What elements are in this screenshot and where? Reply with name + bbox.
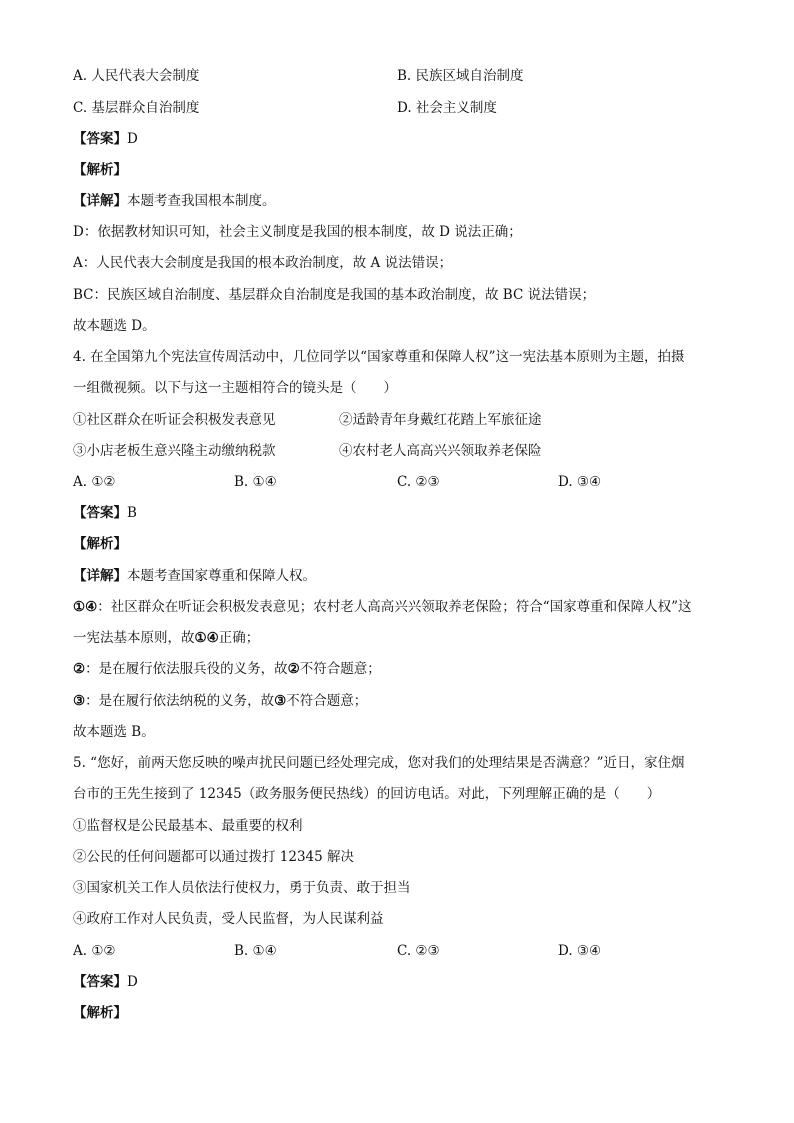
q5-option-b: B. ①④ bbox=[234, 943, 277, 959]
q3-answer bbox=[73, 129, 138, 149]
detail-label: 【详解】 bbox=[73, 193, 127, 209]
q5-option-d: D. ③④ bbox=[558, 943, 602, 959]
q4-stem-line1: 4. 在全国第九个宪法宣传周活动中，几位同学以“国家尊重和保障人权”这一宪法基本原则为主题，拍摄 bbox=[73, 349, 685, 365]
ref-marker: ③ bbox=[274, 693, 287, 709]
explanation-text: 不符合题意； bbox=[299, 661, 381, 677]
q3-option-a: A. 人民代表大会制度 bbox=[73, 68, 200, 84]
answer-value: D bbox=[127, 974, 138, 990]
q4-option-d: D. ③④ bbox=[558, 474, 602, 490]
q4-item-1: ①社区群众在听证会积极发表意见 bbox=[73, 412, 276, 428]
q3-explanation-line: A：人民代表大会制度是我国的根本政治制度，故 A 说法错误； bbox=[73, 255, 453, 271]
explanation-text: 正确； bbox=[218, 630, 260, 646]
ref-marker: ①④ bbox=[194, 630, 219, 646]
q3-detail bbox=[73, 191, 276, 211]
explanation-text: 不符合题意； bbox=[286, 693, 368, 709]
q4-explanation-line4 bbox=[73, 691, 367, 711]
q5-stem-line2: 台市的王先生接到了 12345（政务服务便民热线）的回访电话。对此，下列理解正确的是（ ） bbox=[73, 786, 661, 802]
answer-value: B bbox=[127, 505, 137, 521]
q5-stem-line1: 5. “您好，前两天您反映的噪声扰民问题已经处理完成，您对我们的处理结果是否满意？”近日，家住烟 bbox=[73, 755, 685, 771]
answer-label: 【答案】 bbox=[73, 505, 127, 521]
q4-option-b: B. ①④ bbox=[234, 474, 277, 490]
q4-answer bbox=[73, 503, 137, 523]
detail-text: 本题考查我国根本制度。 bbox=[127, 193, 276, 209]
q5-answer bbox=[73, 972, 138, 992]
detail-label: 【详解】 bbox=[73, 568, 127, 584]
q4-stem-line2: 一组微视频。以下与这一主题相符合的镜头是（ ） bbox=[73, 380, 397, 396]
explanation-text: ：是在履行依法纳税的义务，故 bbox=[85, 693, 275, 709]
q4-analysis-label: 【解析】 bbox=[73, 536, 127, 552]
q4-option-a: A. ①② bbox=[73, 474, 116, 490]
q5-item-1: ①监督权是公民最基本、最重要的权利 bbox=[73, 818, 303, 834]
detail-text: 本题考查国家尊重和保障人权。 bbox=[127, 568, 316, 584]
answer-value: D bbox=[127, 131, 138, 147]
q5-analysis-label: 【解析】 bbox=[73, 1005, 127, 1021]
explanation-text: ：社区群众在听证会积极发表意见；农村老人高高兴兴领取养老保险；符合“国家尊重和保障人权”这 bbox=[97, 599, 692, 615]
q4-explanation-line1 bbox=[73, 597, 692, 617]
answer-label: 【答案】 bbox=[73, 974, 127, 990]
q4-explanation-line2 bbox=[73, 628, 259, 648]
q4-detail bbox=[73, 566, 316, 586]
explanation-text: ：是在履行依法服兵役的义务，故 bbox=[85, 661, 288, 677]
q4-item-4: ④农村老人高高兴兴领取养老保险 bbox=[339, 443, 542, 459]
ref-marker: ①④ bbox=[73, 599, 98, 615]
q5-item-4: ④政府工作对人民负责，受人民监督，为人民谋利益 bbox=[73, 911, 384, 927]
ref-marker: ② bbox=[73, 661, 86, 677]
q3-conclusion: 故本题选 D。 bbox=[73, 318, 156, 334]
q4-conclusion: 故本题选 B。 bbox=[73, 724, 155, 740]
explanation-text: 一宪法基本原则，故 bbox=[73, 630, 195, 646]
q5-option-a: A. ①② bbox=[73, 943, 116, 959]
ref-marker: ③ bbox=[73, 693, 86, 709]
q4-explanation-line3 bbox=[73, 659, 381, 679]
q5-item-3: ③国家机关工作人员依法行使权力，勇于负责、敢于担当 bbox=[73, 880, 411, 896]
answer-label: 【答案】 bbox=[73, 131, 127, 147]
q3-option-d: D. 社会主义制度 bbox=[397, 100, 497, 116]
q3-explanation-line: D：依据教材知识可知，社会主义制度是我国的根本制度，故 D 说法正确； bbox=[73, 224, 522, 240]
q3-explanation-line: BC：民族区域自治制度、基层群众自治制度是我国的基本政治制度，故 BC 说法错误； bbox=[73, 287, 596, 303]
q4-item-3: ③小店老板生意兴隆主动缴纳税款 bbox=[73, 443, 276, 459]
q5-item-2: ②公民的任何问题都可以通过拨打 12345 解决 bbox=[73, 849, 355, 865]
ref-marker: ② bbox=[287, 661, 300, 677]
q4-option-c: C. ②③ bbox=[397, 474, 440, 490]
q3-option-b: B. 民族区域自治制度 bbox=[397, 68, 524, 84]
q3-option-c: C. 基层群众自治制度 bbox=[73, 100, 200, 116]
q5-option-c: C. ②③ bbox=[397, 943, 440, 959]
q3-analysis-label: 【解析】 bbox=[73, 162, 127, 178]
q4-item-2: ②适龄青年身戴红花踏上军旅征途 bbox=[339, 412, 542, 428]
